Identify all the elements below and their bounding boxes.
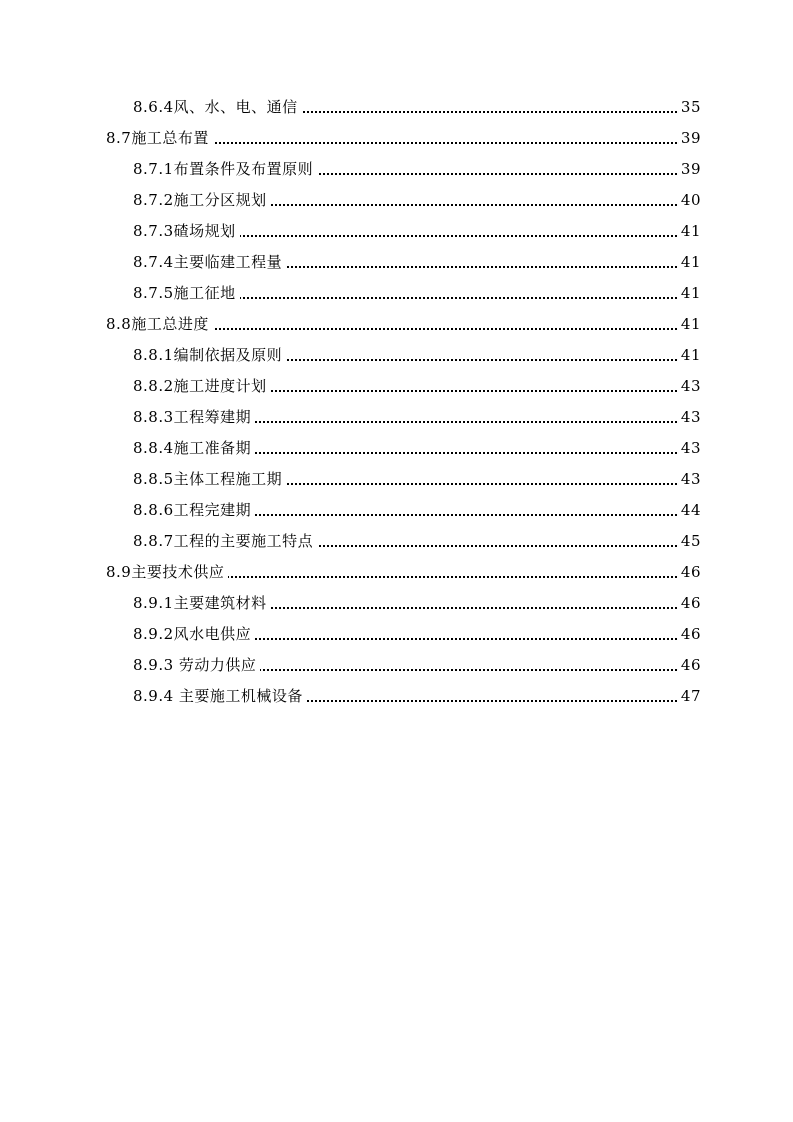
toc-entry[interactable]: [0, 526, 793, 557]
toc-entry[interactable]: [0, 185, 793, 216]
toc-entry-page: 43: [679, 371, 701, 402]
toc-entry[interactable]: [0, 557, 793, 588]
toc-entry-page: 40: [679, 185, 701, 216]
toc-entry[interactable]: [0, 433, 793, 464]
toc-entry[interactable]: [0, 216, 793, 247]
toc-entry-page: 43: [679, 464, 701, 495]
toc-entry-page: 43: [679, 402, 701, 433]
toc-entry-page: 41: [679, 340, 701, 371]
toc-entry-page: 45: [679, 526, 701, 557]
toc-entry[interactable]: [0, 650, 793, 681]
toc-entry-page: 39: [679, 154, 701, 185]
toc-entry-page: 35: [679, 92, 701, 123]
toc-entry-title: 8.8.6工程完建期: [133, 495, 255, 526]
toc-entry-title: 8.7施工总布置: [106, 123, 213, 154]
toc-entry-page: 46: [679, 588, 701, 619]
toc-entry-title: 8.7.4主要临建工程量: [133, 247, 286, 278]
toc-entry[interactable]: [0, 464, 793, 495]
toc-entry-title: 8.9.4 主要施工机械设备: [133, 681, 307, 712]
toc-entry-page: 41: [679, 247, 701, 278]
toc-entry[interactable]: [0, 371, 793, 402]
toc-entry[interactable]: [0, 123, 793, 154]
toc-entry-title: 8.8.3工程筹建期: [133, 402, 255, 433]
toc-entry[interactable]: [0, 154, 793, 185]
toc-entry[interactable]: [0, 247, 793, 278]
toc-entry-page: 43: [679, 433, 701, 464]
toc-entry-page: 41: [679, 278, 701, 309]
toc-entry-title: 8.9.3 劳动力供应: [133, 650, 260, 681]
toc-entry-page: 39: [679, 123, 701, 154]
toc-entry-title: 8.6.4风、水、电、通信: [133, 92, 302, 123]
toc-entry-page: 44: [679, 495, 701, 526]
toc-entry[interactable]: [0, 340, 793, 371]
toc-entry-title: 8.8.1编制依据及原则: [133, 340, 286, 371]
toc-entry-title: 8.7.1布置条件及布置原则: [133, 154, 317, 185]
toc-entry[interactable]: [0, 619, 793, 650]
toc-entry[interactable]: [0, 495, 793, 526]
toc-entry-title: 8.9.1主要建筑材料: [133, 588, 271, 619]
toc-entry-page: 41: [679, 309, 701, 340]
toc-entry-page: 46: [679, 650, 701, 681]
toc-entry-title: 8.8.5主体工程施工期: [133, 464, 286, 495]
toc-entry-title: 8.7.2施工分区规划: [133, 185, 271, 216]
toc-entry[interactable]: [0, 278, 793, 309]
toc-entry-title: 8.8.4施工准备期: [133, 433, 255, 464]
toc-entry[interactable]: [0, 681, 793, 712]
toc-entry-page: 41: [679, 216, 701, 247]
toc-entry-title: 8.9.2风水电供应: [133, 619, 255, 650]
toc-entry-title: 8.7.5施工征地: [133, 278, 240, 309]
toc-entry-page: 46: [679, 557, 701, 588]
toc-entry-title: 8.8.2施工进度计划: [133, 371, 271, 402]
toc-entry-page: 47: [679, 681, 701, 712]
toc-entry[interactable]: [0, 402, 793, 433]
toc-entry[interactable]: [0, 92, 793, 123]
toc-entry-page: 46: [679, 619, 701, 650]
toc-entry-title: 8.8.7工程的主要施工特点: [133, 526, 317, 557]
toc-entry-title: 8.9主要技术供应: [106, 557, 228, 588]
toc-entry[interactable]: [0, 309, 793, 340]
toc-entry-title: 8.7.3碴场规划: [133, 216, 240, 247]
toc-entry-title: 8.8施工总进度: [106, 309, 213, 340]
toc-entry[interactable]: [0, 588, 793, 619]
